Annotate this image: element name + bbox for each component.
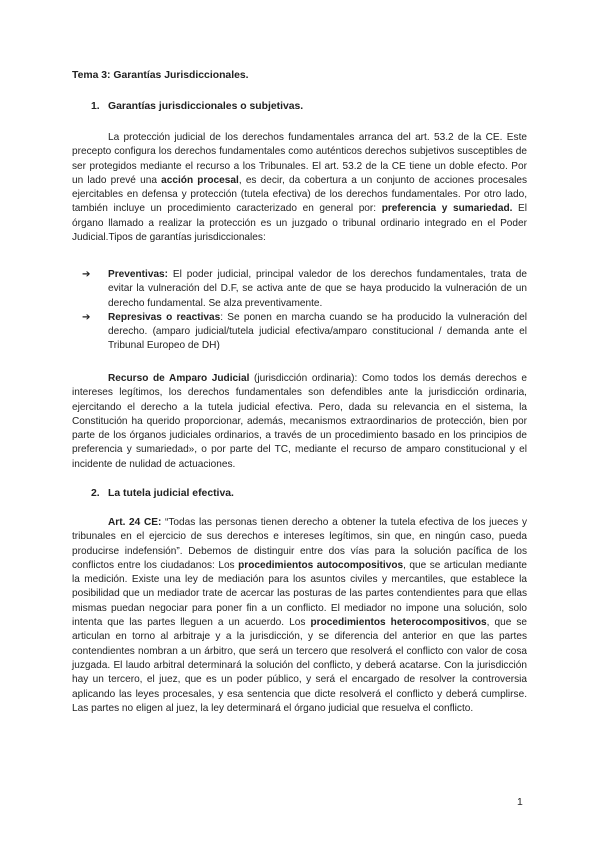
section-1-paragraph-1: La protección judicial de los derechos fundamentales arranca del art. 53.2 de la CE. Este precepto configura los derechos fundamentales como auténticos derechos subjetivos susceptibles de ser protegidos mediante el recurso a los Tribunales. El art. 53.2 de la CE tiene un doble efecto. Por un lado prevé una acción procesal, es decir, da cobertura a un conjunto de acciones procesales ejercitables en defensa y protección (tutela efectiva) de los derechos fundamentales. Por otro lado, también incluye un procedimiento caracterizado en general por: preferencia y sumariedad. El órgano llamado a realizar la protección es un juzgado o tribunal ordinario integrado en el Poder Judicial.Tipos de garantías jurisdiccionales: — [72, 132, 528, 244]
guarantee-types-list — [82, 268, 527, 354]
section-2-title: La tutela judicial efectiva. — [108, 488, 234, 499]
page-number: 1 — [517, 797, 523, 808]
section-1-number: 1. — [91, 101, 100, 112]
section-2-heading — [91, 488, 234, 499]
list-item-represivas: ➔ Represivas o reactivas: Se ponen en marcha cuando se ha producido la vulneración del derecho. (amparo judicial/tutela judicial efectiva/amparo constitucional / demanda ante el Tribunal Europeo de DH) — [82, 311, 527, 352]
section-2-paragraph-1: Art. 24 CE: “Todas las personas tienen derecho a obtener la tutela efectiva de los jueces y tribunales en el ejercicio de sus derechos e intereses legítimos, sin que, en ningún caso, pueda producirse indefensión”. Debemos de distinguir entre dos vías para la solución pacífica de los conflictos entre los ciudadanos: Los procedimientos autocompositivos, que se articulan mediante la medición. Existe una ley de mediación para los asuntos civiles y mercantiles, que establece la posibilidad que un mediador trate de acercar las posturas de las partes contendientes para que ellas mismas puedan negociar para poner fin a un conflicto. El mediador no impone una solución, solo intenta que las partes lleguen a un acuerdo. Los procedimientos heterocompositivos, que se articulan en torno al arbitraje y a la jurisdicción, y se diferencia del anterior en que las partes contendientes nombran a un árbitro, que será un tercero que resolverá el conflicto con valor de cosa juzgada. El laudo arbitral determinará la solución del conflicto, y deberá acatarse. Con la jurisdicción hay un tercero, el juez, que es un poder público, y será el encargado de resolver la controversia aplicando las leyes procesales, y esa sentencia que dicte resolverá el conflicto y deberá cumplirse. Las partes no eligen al juez, la ley determinará el órgano judicial que resuelva el conflicto. — [72, 517, 528, 714]
arrow-bullet-icon: ➔ — [82, 269, 91, 280]
bold-heterocompositivos: procedimientos heterocompositivos — [310, 617, 487, 629]
bold-preferencia-sumariedad: preferencia y sumariedad. — [381, 203, 513, 215]
section-1-heading — [91, 101, 303, 112]
section-1-paragraph-2: Recurso de Amparo Judicial (jurisdicción ordinaria): Como todos los demás derechos e intereses legítimos, los derechos fundamentales son defendibles ante la jurisdicción ordinaria, ejercitando el derecho a la tutela judicial efectiva. Pero, dada su relevancia en el sistema, la Constitución ha querido proporcionar, además, mecanismos extraordinarios de protección, bien por parte de los órganos judiciales ordinarios, a través de un procedimiento basado en los principios de preferencia y sumariedad», o por parte del TC, mediante el recurso de amparo constitucional y el incidente de nulidad de actuaciones. — [72, 373, 527, 470]
bold-autocompositivos: procedimientos autocompositivos — [238, 559, 404, 571]
arrow-bullet-icon: ➔ — [82, 311, 91, 323]
list-item-preventivas: ➔ Preventivas: El poder judicial, principal valedor de los derechos fundamentales, trata de evitar la vulneración del D.F, se activa ante de que se haya producido la vulneración de un derecho fundamental. Se alza preventivamente. — [82, 269, 527, 309]
bold-art-24: Art. 24 CE: — [108, 517, 162, 528]
document-title: Tema 3: Garantías Jurisdiccionales. — [72, 70, 249, 81]
section-1-title: Garantías jurisdiccionales o subjetivas. — [108, 101, 304, 112]
section-2-number: 2. — [91, 488, 100, 499]
bold-recurso-amparo: Recurso de Amparo Judicial — [108, 373, 250, 384]
bold-accion-procesal: acción procesal — [161, 174, 239, 186]
